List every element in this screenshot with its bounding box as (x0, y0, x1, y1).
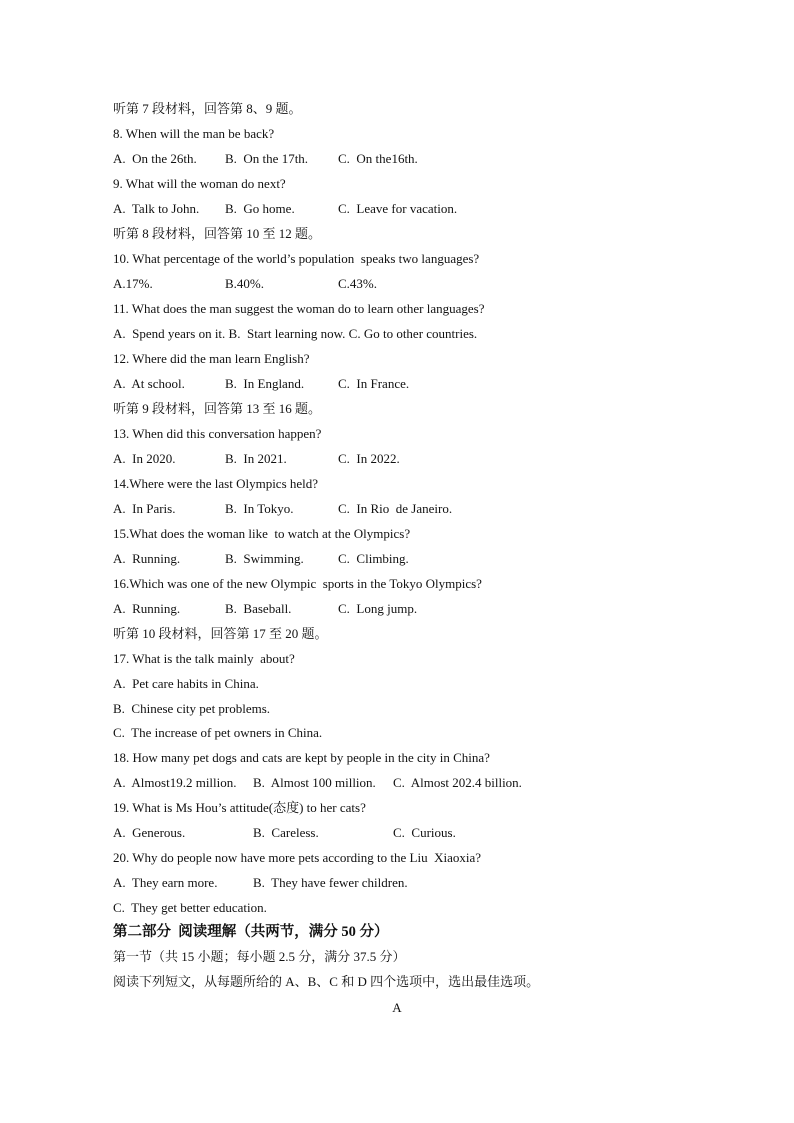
question-12-option-b: B. In England. (225, 376, 305, 391)
question-19-option-c: C. Curious. (393, 825, 456, 840)
question-19-option-a: A. Generous. (113, 825, 186, 840)
question-20-stem: 20. Why do people now have more pets according to the Liu Xiaoxia? (113, 850, 481, 865)
question-10-stem: 10. What percentage of the world’s population speaks two languages? (113, 251, 480, 266)
question-17-option-c: C. The increase of pet owners in China. (113, 725, 323, 740)
question-14-option-a: A. In Paris. (113, 501, 176, 516)
question-17-option-b: B. Chinese city pet problems. (113, 701, 271, 716)
part-2-title: 第二部分 阅读理解（共两节，满分 50 分） (113, 924, 389, 940)
section-10-header: 听第 10 段材料，回答第 17 至 20 题。 (113, 626, 328, 641)
question-12-option-a: A. At school. (113, 376, 185, 391)
question-16-option-a: A. Running. (113, 601, 181, 616)
question-13-stem: 13. When did this conversation happen? (113, 426, 322, 441)
part-2-section-1-header: 第一节（共 15 小题；每小题 2.5 分，满分 37.5 分） (113, 949, 406, 964)
question-10-option-a: A.17%. (113, 276, 153, 291)
question-18-stem: 18. How many pet dogs and cats are kept by people in the city in China? (113, 750, 490, 765)
question-20-option-a: A. They earn more. (113, 875, 218, 890)
question-15-option-c: C. Climbing. (338, 551, 409, 566)
question-9-option-a: A. Talk to John. (113, 201, 200, 216)
question-9-option-b: B. Go home. (225, 201, 295, 216)
question-8-stem: 8. When will the man be back? (113, 126, 275, 141)
question-15-option-a: A. Running. (113, 551, 181, 566)
question-10-option-b: B.40%. (225, 276, 264, 291)
question-18-option-a: A. Almost19.2 million. (113, 775, 237, 790)
question-19-option-b: B. Careless. (253, 825, 319, 840)
question-11-stem: 11. What does the man suggest the woman do to learn other languages? (113, 301, 485, 316)
question-17-stem: 17. What is the talk mainly about? (113, 651, 295, 666)
question-16-option-b: B. Baseball. (225, 601, 292, 616)
question-10-option-c: C.43%. (338, 276, 377, 291)
question-16-option-c: C. Long jump. (338, 601, 418, 616)
question-12-stem: 12. Where did the man learn English? (113, 351, 310, 366)
section-9-header: 听第 9 段材料，回答第 13 至 16 题。 (113, 401, 322, 416)
question-18-option-c: C. Almost 202.4 billion. (393, 775, 522, 790)
part-2-instruction: 阅读下列短文，从每题所给的 A、B、C 和 D 四个选项中，选出最佳选项。 (113, 974, 540, 989)
question-19-stem: 19. What is Ms Hou’s attitude(态度) to her cats? (113, 800, 366, 815)
question-8-option-b: B. On the 17th. (225, 151, 309, 166)
question-14-option-c: C. In Rio de Janeiro. (338, 501, 453, 516)
question-13-option-b: B. In 2021. (225, 451, 287, 466)
section-7-header: 听第 7 段材料，回答第 8、9 题。 (113, 101, 302, 116)
question-13-option-c: C. In 2022. (338, 451, 400, 466)
question-18-option-b: B. Almost 100 million. (253, 775, 376, 790)
question-11-options: A. Spend years on it. B. Start learning now. C. Go to other countries. (113, 326, 478, 341)
question-9-stem: 9. What will the woman do next? (113, 176, 286, 191)
passage-label: A (392, 1000, 402, 1015)
question-12-option-c: C. In France. (338, 376, 410, 391)
question-17-option-a: A. Pet care habits in China. (113, 676, 259, 691)
question-8-option-c: C. On the16th. (338, 151, 418, 166)
question-14-option-b: B. In Tokyo. (225, 501, 294, 516)
section-8-header: 听第 8 段材料，回答第 10 至 12 题。 (113, 226, 322, 241)
question-15-stem: 15.What does the woman like to watch at the Olympics? (113, 526, 411, 541)
question-20-option-c: C. They get better education. (113, 900, 267, 915)
question-9-option-c: C. Leave for vacation. (338, 201, 458, 216)
question-13-option-a: A. In 2020. (113, 451, 176, 466)
question-14-stem: 14.Where were the last Olympics held? (113, 476, 319, 491)
question-15-option-b: B. Swimming. (225, 551, 304, 566)
question-16-stem: 16.Which was one of the new Olympic sports in the Tokyo Olympics? (113, 576, 482, 591)
question-8-option-a: A. On the 26th. (113, 151, 197, 166)
question-20-option-b: B. They have fewer children. (253, 875, 408, 890)
